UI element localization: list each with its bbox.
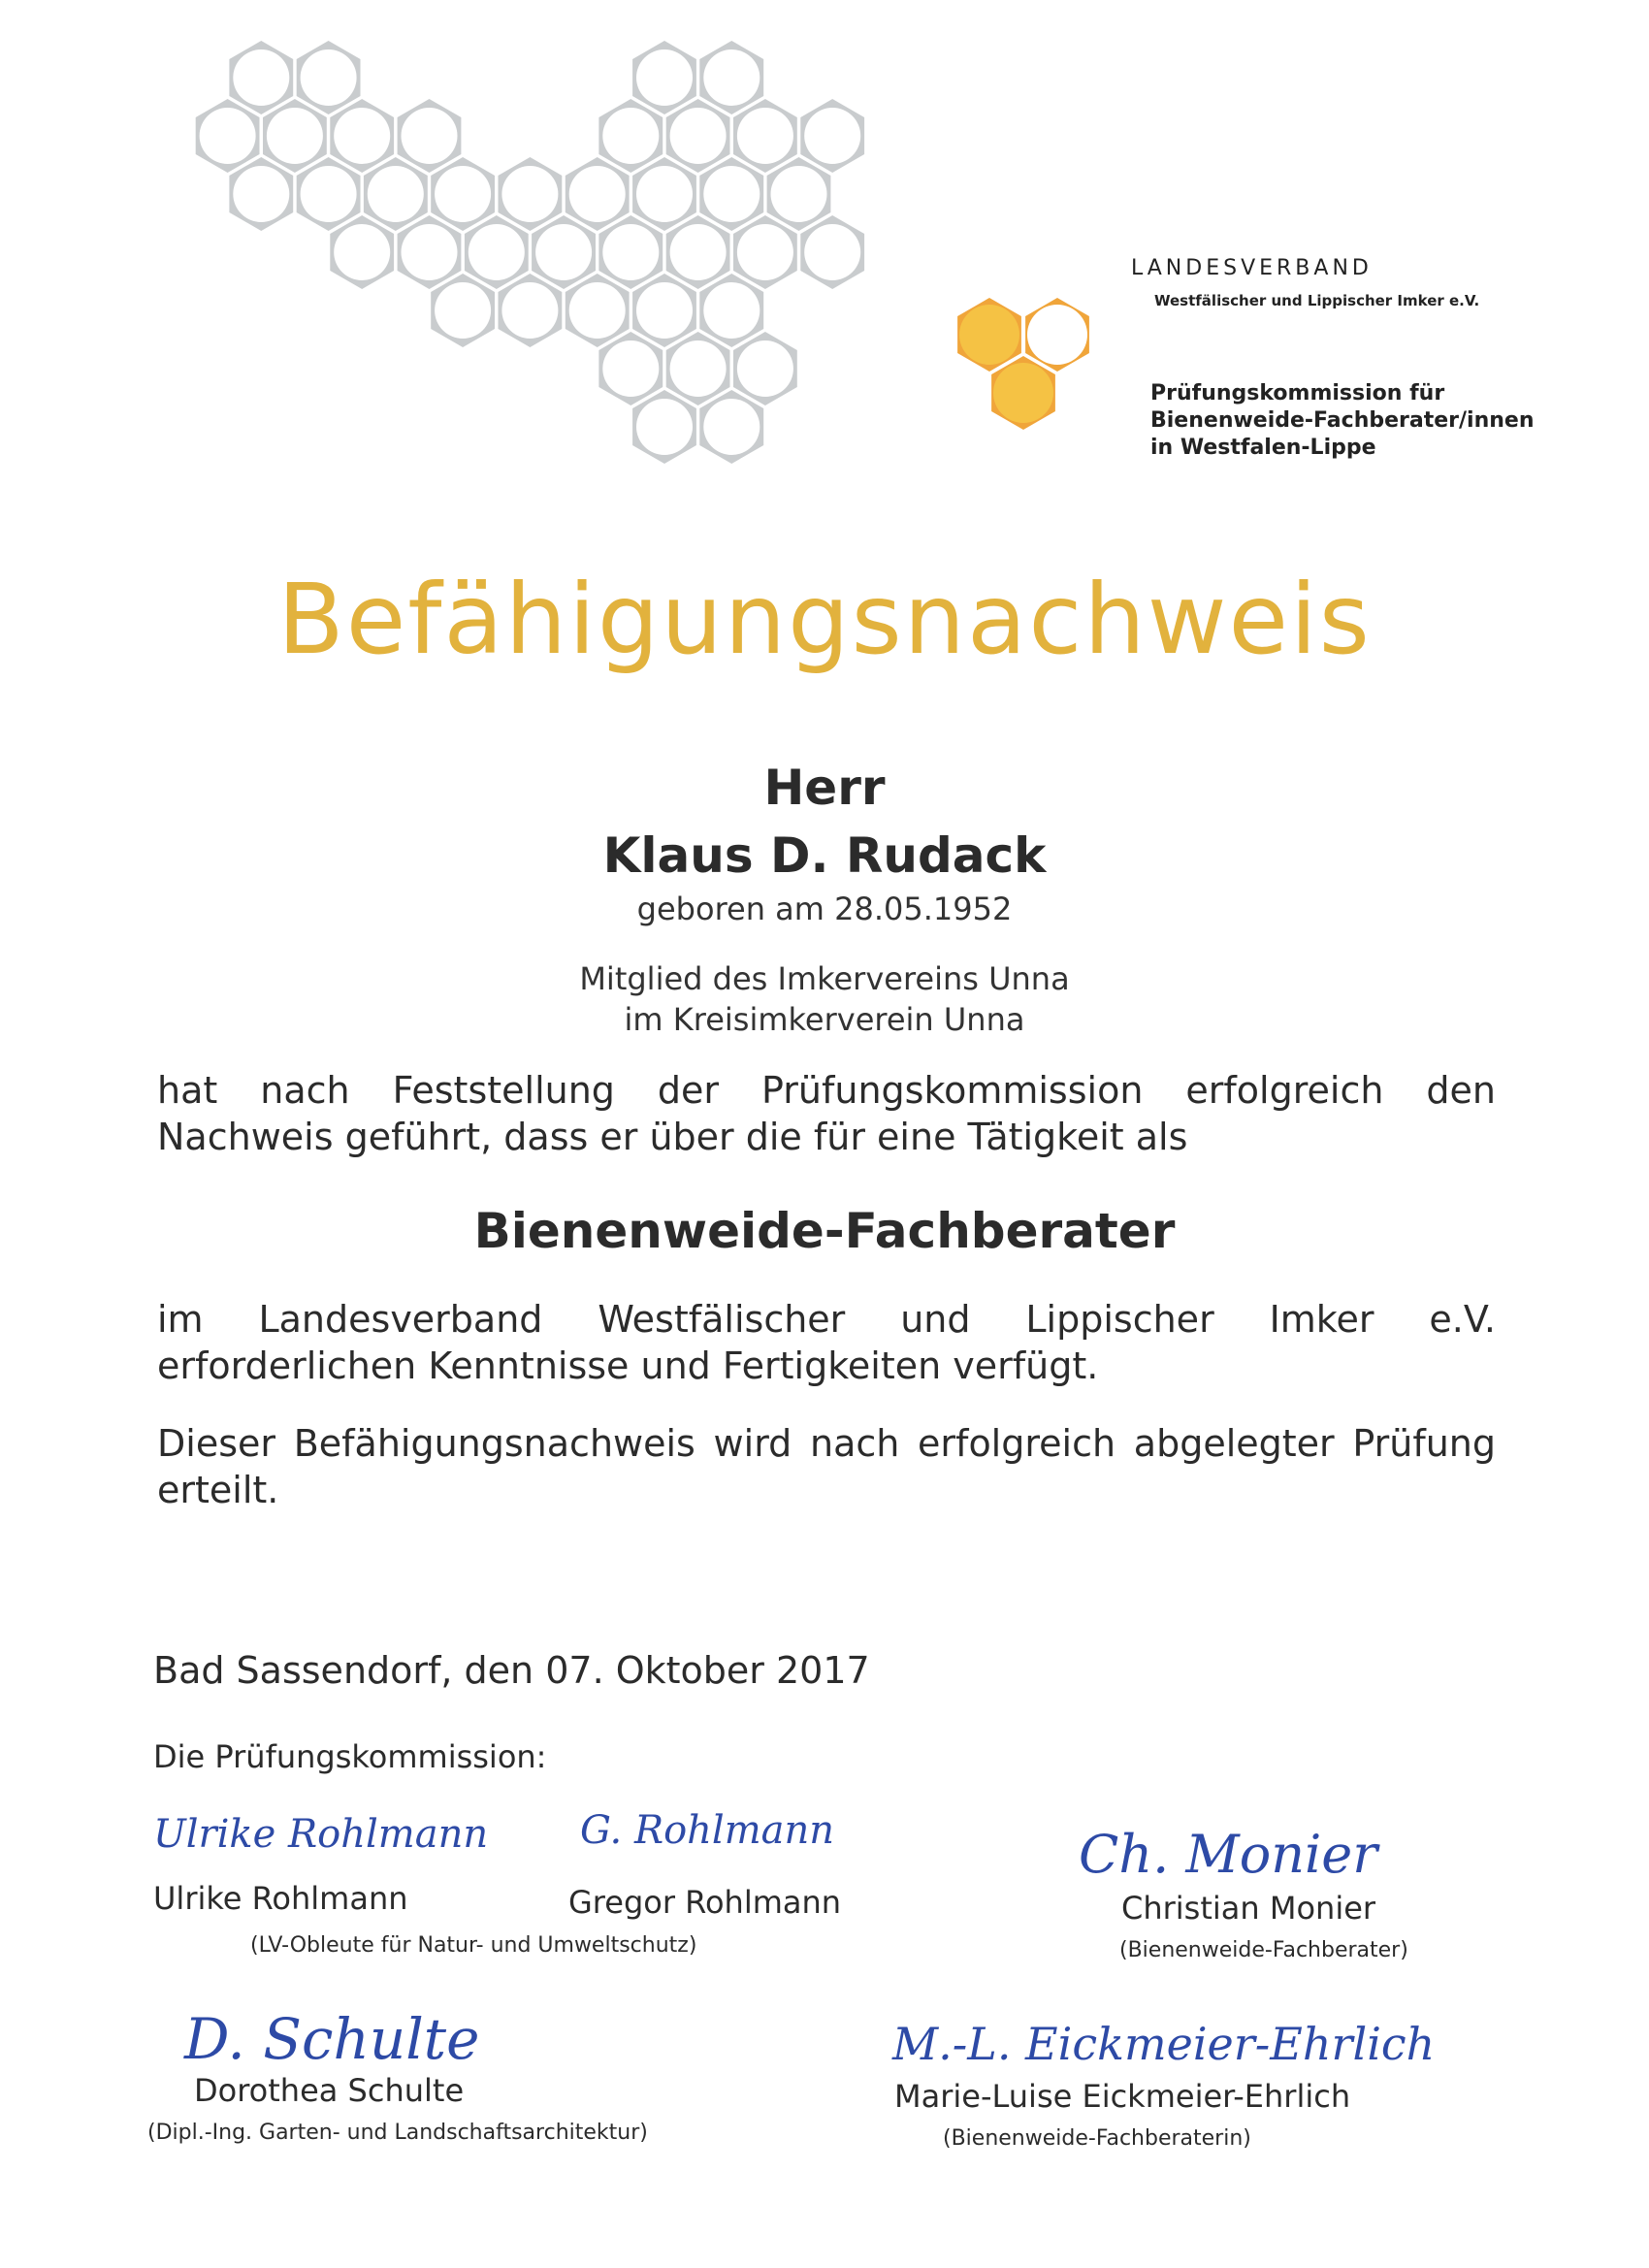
honeycomb-cell-hole [233, 49, 289, 106]
recipient-name: Klaus D. Rudack [602, 827, 1047, 884]
honeycomb-cell-hole [636, 282, 693, 339]
honeycomb-cell-hole [334, 108, 390, 164]
signer-name: Marie-Luise Eickmeier-Ehrlich [894, 2078, 1351, 2115]
membership-club: Mitglied des Imkervereins Unna [579, 960, 1070, 997]
honeycomb-cell-hole [402, 224, 458, 280]
org-subtitle: Westfälischer und Lippischer Imker e.V. [1154, 292, 1480, 309]
honeycomb-cell-hole [670, 224, 727, 280]
signature-gregor-rohlmann: G. Rohlmann [580, 1808, 835, 1853]
commission-line: in Westfalen-Lippe [1150, 436, 1376, 460]
honeycomb-cell-hole [501, 282, 558, 339]
honeycomb-cell-hole [737, 108, 793, 164]
signature-ulrike-rohlmann: Ulrike Rohlmann [153, 1812, 489, 1857]
honeycomb-cell-hole [703, 166, 760, 222]
honeycomb-cell-hole [200, 108, 256, 164]
signer-name: Gregor Rohlmann [568, 1884, 842, 1921]
honeycomb-cell-hole [334, 224, 390, 280]
signer-role: (LV-Obleute für Natur- und Umweltschutz) [250, 1933, 697, 1958]
honeycomb-cell-hole [602, 340, 659, 397]
honeycomb-cell-hole [602, 108, 659, 164]
signature-marie-luise-eickmeier-ehrlich: M.-L. Eickmeier-Ehrlich [892, 2018, 1436, 2070]
signature-dorothea-schulte: D. Schulte [184, 2006, 480, 2072]
signer-role: (Bienenweide-Fachberaterin) [943, 2126, 1251, 2151]
honeycomb-cell-hole [804, 108, 860, 164]
honeycomb-cell-hole [737, 340, 793, 397]
honeycomb-cell-hole [435, 282, 491, 339]
honeycomb-cell-hole [636, 49, 693, 106]
signer-name: Dorothea Schulte [194, 2072, 465, 2109]
honeycomb-cell-hole [368, 166, 424, 222]
honeycomb-cell-hole [737, 224, 793, 280]
salutation: Herr [763, 760, 886, 816]
birth-date: geboren am 28.05.1952 [636, 891, 1013, 927]
honeycomb-cell-hole [301, 166, 357, 222]
honeycomb-cell-hole [267, 108, 323, 164]
honeycomb-gray-cells [196, 41, 864, 464]
membership-district: im Kreisimkerverein Unna [624, 1001, 1025, 1038]
place-date: Bad Sassendorf, den 07. Oktober 2017 [153, 1649, 870, 1692]
honeycomb-cell-hole [703, 282, 760, 339]
paragraph-statement: hat nach Feststellung der Prüfungskommission erfolgreich den Nachweis geführt, dass er über die für eine Tätigkeit als [157, 1069, 1496, 1158]
signer-name: Ulrike Rohlmann [153, 1880, 408, 1917]
honeycomb-cell-hole [501, 166, 558, 222]
signer-role: (Dipl.-Ing. Garten- und Landschaftsarchitektur) [147, 2121, 648, 2145]
honeycomb-cell-hole [469, 224, 525, 280]
paragraph-knowledge: im Landesverband Westfälischer und Lippischer Imker e.V. erforderlichen Kenntnisse und Fertigkeiten verfügt. [157, 1298, 1496, 1387]
paragraph-issued: Dieser Befähigungsnachweis wird nach erfolgreich abgelegter Prüfung erteilt. [157, 1422, 1496, 1511]
honeycomb-cell-hole [636, 399, 693, 455]
honeycomb-cell-hole [569, 282, 626, 339]
honeycomb-cell-hole [402, 108, 458, 164]
honeycomb-cell-hole [435, 166, 491, 222]
honeycomb-cell-hole [636, 166, 693, 222]
honeycomb-cell-hole [301, 49, 357, 106]
honeycomb-cell-hole [703, 399, 760, 455]
honeycomb-cell-hole [703, 49, 760, 106]
honeycomb-cell-hole [771, 166, 827, 222]
honeycomb-accent-center [993, 363, 1053, 423]
honeycomb-accent-center [959, 305, 1019, 365]
document-title: Befähigungsnachweis [277, 563, 1372, 676]
signer-name: Christian Monier [1121, 1890, 1376, 1927]
honeycomb-cell-hole [569, 166, 626, 222]
honeycomb-cell-hole [670, 108, 727, 164]
honeycomb-cell-hole [535, 224, 592, 280]
honeycomb-orange-cells [957, 298, 1089, 430]
commission-label: Die Prüfungskommission: [153, 1738, 547, 1775]
honeycomb-cell-hole [804, 224, 860, 280]
honeycomb-accent-center [1027, 305, 1087, 365]
commission-header [1150, 380, 1534, 462]
commission-line: Bienenweide-Fachberater/innen [1150, 408, 1535, 433]
signer-role: (Bienenweide-Fachberater) [1119, 1938, 1408, 1962]
commission-line: Prüfungskommission für [1150, 381, 1445, 405]
honeycomb-cell-hole [602, 224, 659, 280]
org-name: LANDESVERBAND [1131, 256, 1373, 280]
honeycomb-cell-hole [670, 340, 727, 397]
qualification-role: Bienenweide-Fachberater [473, 1203, 1176, 1259]
honeycomb-cell-hole [233, 166, 289, 222]
honeycomb-logo [136, 19, 1145, 524]
signature-christian-monier: Ch. Monier [1079, 1824, 1378, 1885]
